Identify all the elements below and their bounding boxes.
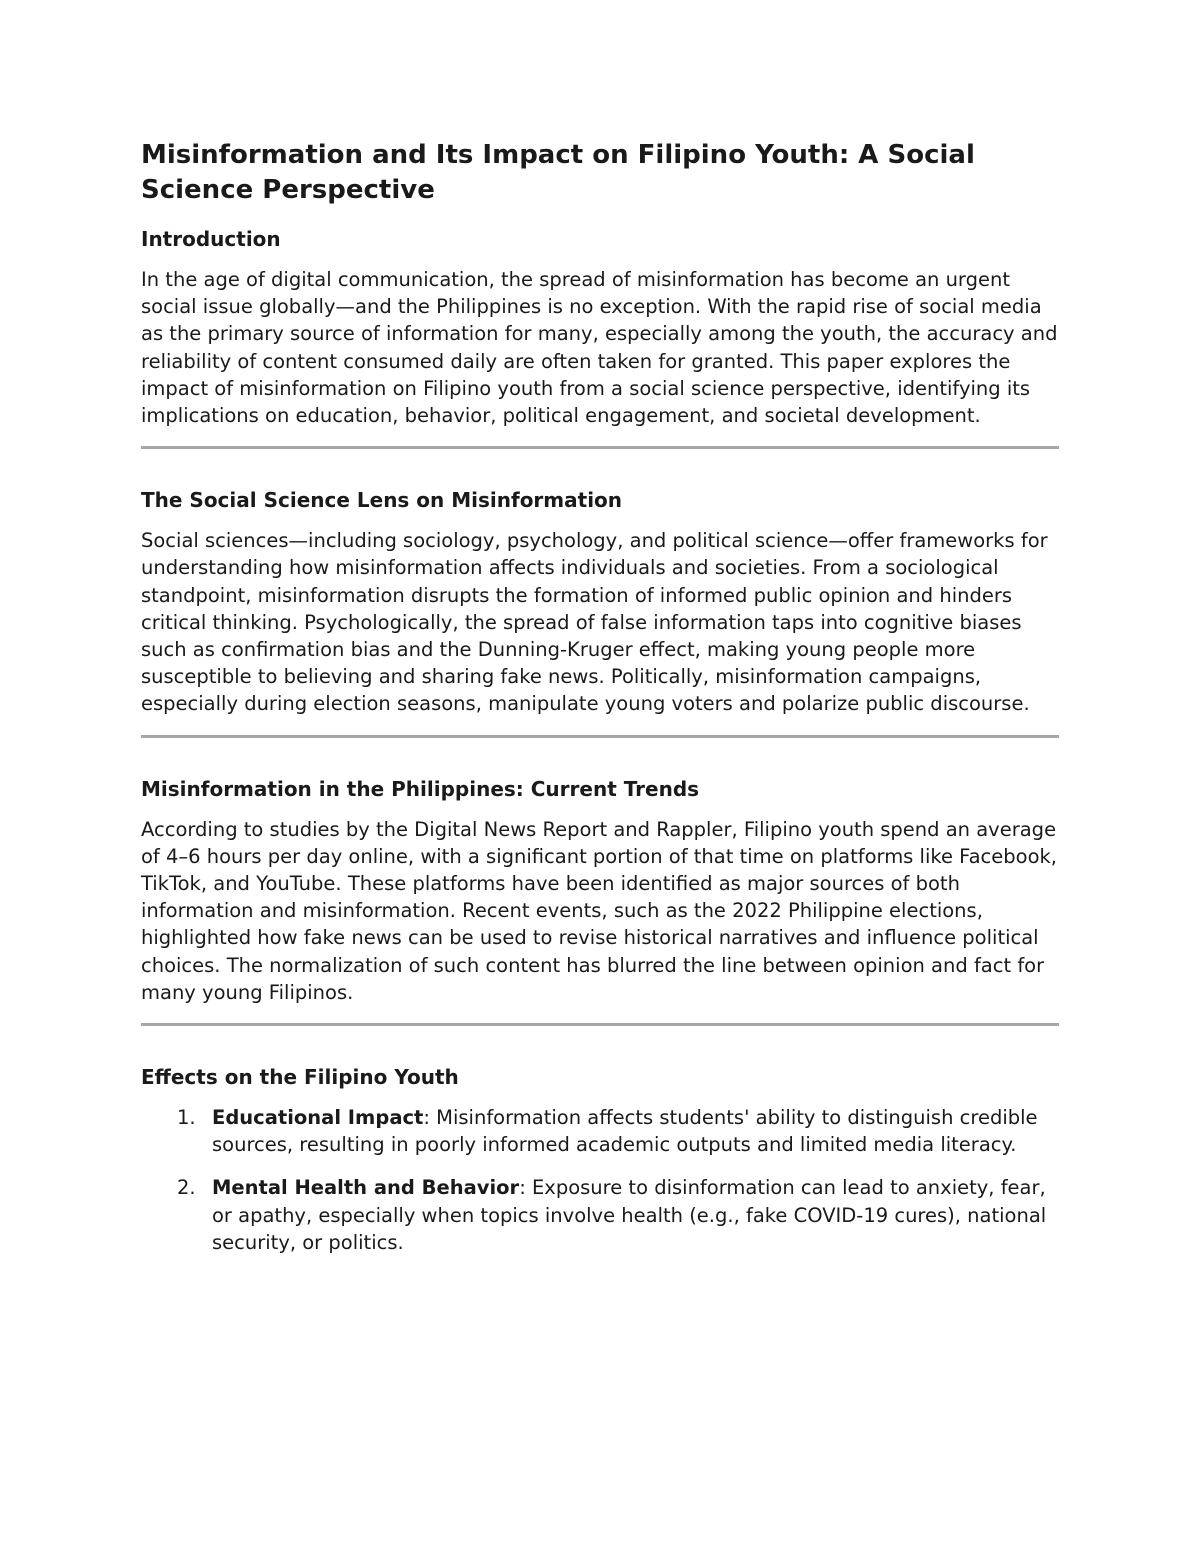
section-divider xyxy=(141,735,1059,738)
section-divider xyxy=(141,1023,1059,1026)
section-social-science-lens xyxy=(141,487,1059,717)
document-title: Misinformation and Its Impact on Filipino Youth: A Social Science Perspective xyxy=(141,140,975,205)
list-item-term: Mental Health and Behavior xyxy=(212,1176,520,1200)
list-item-text: : Misinformation affects students' ability to distinguish credible sources, resulting in poorly informed academic outputs and limited media literacy. xyxy=(212,1106,1038,1157)
list-item-term: Educational Impact xyxy=(212,1106,424,1130)
section-paragraph: According to studies by the Digital News Report and Rappler, Filipino youth spend an average of 4–6 hours per day online, with a significant portion of that time on platforms like Facebook, TikTok, and YouTube. These platforms have been identified as major sources of both information and misinformation. Recent events, such as the 2022 Philippine elections, highlighted how fake news can be used to revise historical narratives and influence political choices. The normalization of such content has blurred the line between opinion and fact for many young Filipinos. xyxy=(141,817,1057,1004)
section-heading: The Social Science Lens on Misinformation xyxy=(141,488,623,513)
section-effects xyxy=(141,1064,1059,1256)
section-divider xyxy=(141,446,1059,449)
list-item xyxy=(141,1174,1059,1256)
section-introduction xyxy=(141,226,1059,429)
list-item-number: 2. xyxy=(177,1176,196,1200)
document-page xyxy=(141,138,1059,1272)
list-item xyxy=(141,1104,1059,1158)
effects-list xyxy=(141,1104,1059,1256)
section-heading: Misinformation in the Philippines: Current Trends xyxy=(141,776,700,801)
section-paragraph: In the age of digital communication, the spread of misinformation has become an urgent social issue globally—and the Philippines is no exception. With the rapid rise of social media as the primary source of information for many, especially among the youth, the accuracy and reliability of content consumed daily are often taken for granted. This paper explores the impact of misinformation on Filipino youth from a social science perspective, identifying its implications on education, behavior, political engagement, and societal development. xyxy=(141,268,1058,428)
list-item-text: : Exposure to disinformation can lead to anxiety, fear, or apathy, especially when topics involve health (e.g., fake COVID-19 cures), national security, or politics. xyxy=(212,1176,1047,1254)
list-item-number: 1. xyxy=(177,1106,196,1130)
section-paragraph: Social sciences—including sociology, psychology, and political science—offer frameworks for understanding how misinformation affects individuals and societies. From a sociological standpoint, misinformation disrupts the formation of informed public opinion and hinders critical thinking. Psychologically, the spread of false information taps into cognitive biases such as confirmation bias and the Dunning-Kruger effect, making young people more susceptible to believing and sharing fake news. Politically, misinformation campaigns, especially during election seasons, manipulate young voters and polarize public discourse. xyxy=(141,529,1048,716)
section-heading: Effects on the Filipino Youth xyxy=(141,1065,459,1090)
section-current-trends xyxy=(141,776,1059,1006)
section-heading: Introduction xyxy=(141,227,281,251)
